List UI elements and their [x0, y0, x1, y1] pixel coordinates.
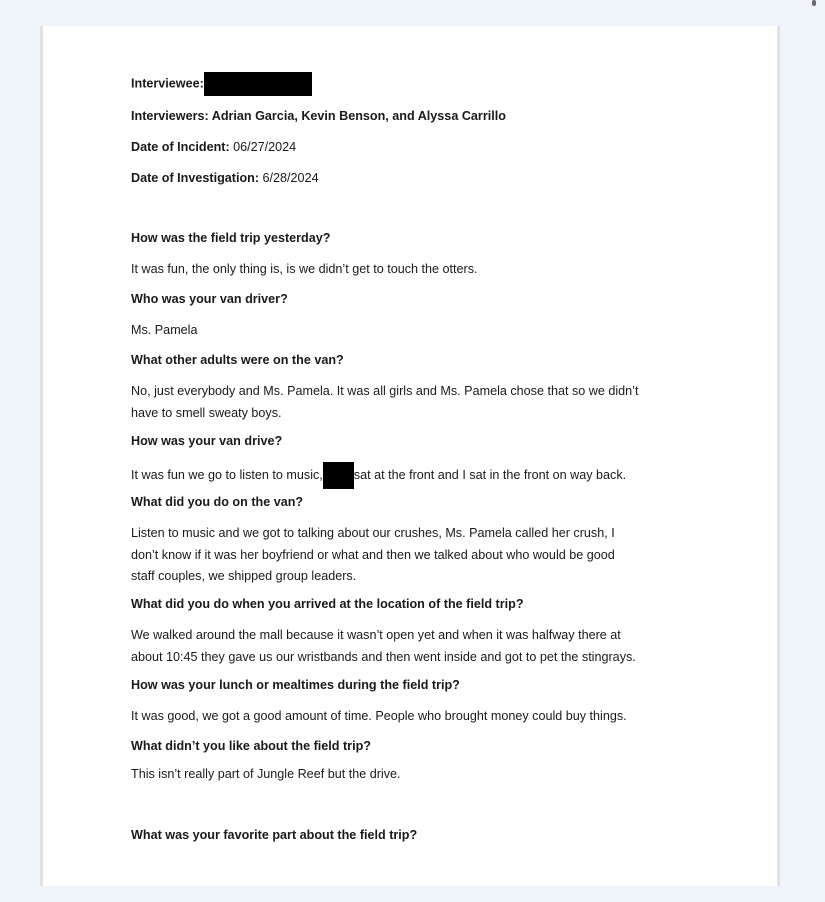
answer-1: It was fun, the only thing is, is we didn’t get to touch the otters.: [131, 262, 478, 276]
answer-6-line-2: about 10:45 they gave us our wristbands and then went inside and got to pet the stingrays.: [131, 649, 636, 664]
question-2: Who was your van driver?: [131, 292, 288, 306]
answer-4: [131, 462, 626, 489]
question-6: What did you do when you arrived at the location of the field trip?: [131, 597, 524, 611]
answer-4-part-2: sat at the front and I sat in the front on way back.: [353, 467, 627, 482]
incident-date-value: 06/27/2024: [233, 140, 297, 154]
interviewee-label: Interviewee:: [131, 76, 204, 91]
answer-3: [131, 381, 638, 424]
answer-3-line-2: have to smell sweaty boys.: [131, 405, 282, 420]
investigation-date-line: [131, 168, 319, 189]
answer-7: It was good, we got a good amount of time. People who brought money could buy things.: [131, 709, 627, 723]
question-5: What did you do on the van?: [131, 495, 304, 509]
document-page: [40, 26, 780, 886]
answer-5-line-3: staff couples, we shipped group leaders.: [131, 569, 357, 583]
answer-8: This isn’t really part of Jungle Reef but the drive.: [131, 767, 401, 781]
investigation-date-value: 6/28/2024: [262, 171, 319, 185]
question-9: What was your favorite part about the field trip?: [131, 828, 418, 842]
answer-6-line-1: We walked around the mall because it wasn’t open yet and when it was halfway there at: [131, 628, 621, 642]
answer-5: [131, 523, 615, 588]
answer-4-part-1: It was fun we go to listen to music,: [131, 467, 323, 482]
redaction-box: [323, 462, 354, 489]
interviewers-line: Interviewers: Adrian Garcia, Kevin Benson, and Alyssa Carrillo: [131, 109, 506, 123]
question-1: How was the field trip yesterday?: [131, 231, 331, 245]
answer-5-line-2: don’t know if it was her boyfriend or what and then we talked about who would be good: [131, 547, 615, 562]
answer-3-line-1: No, just everybody and Ms. Pamela. It was all girls and Ms. Pamela chose that so we didn’t: [131, 384, 639, 398]
scrollbar-thumb[interactable]: [812, 0, 816, 6]
answer-2: Ms. Pamela: [131, 323, 198, 337]
question-3: What other adults were on the van?: [131, 353, 344, 367]
incident-date-label: Date of Incident:: [131, 140, 230, 154]
interviewee-line: [131, 72, 312, 96]
answer-6: [131, 625, 636, 668]
question-7: How was your lunch or mealtimes during the field trip?: [131, 678, 460, 692]
question-8: What didn’t you like about the field trip?: [131, 739, 371, 753]
investigation-date-label: Date of Investigation:: [131, 171, 260, 185]
question-4: How was your van drive?: [131, 434, 283, 448]
redaction-box: [204, 72, 312, 96]
answer-5-line-1: Listen to music and we got to talking about our crushes, Ms. Pamela called her crush, I: [131, 526, 615, 540]
incident-date-line: [131, 137, 296, 158]
